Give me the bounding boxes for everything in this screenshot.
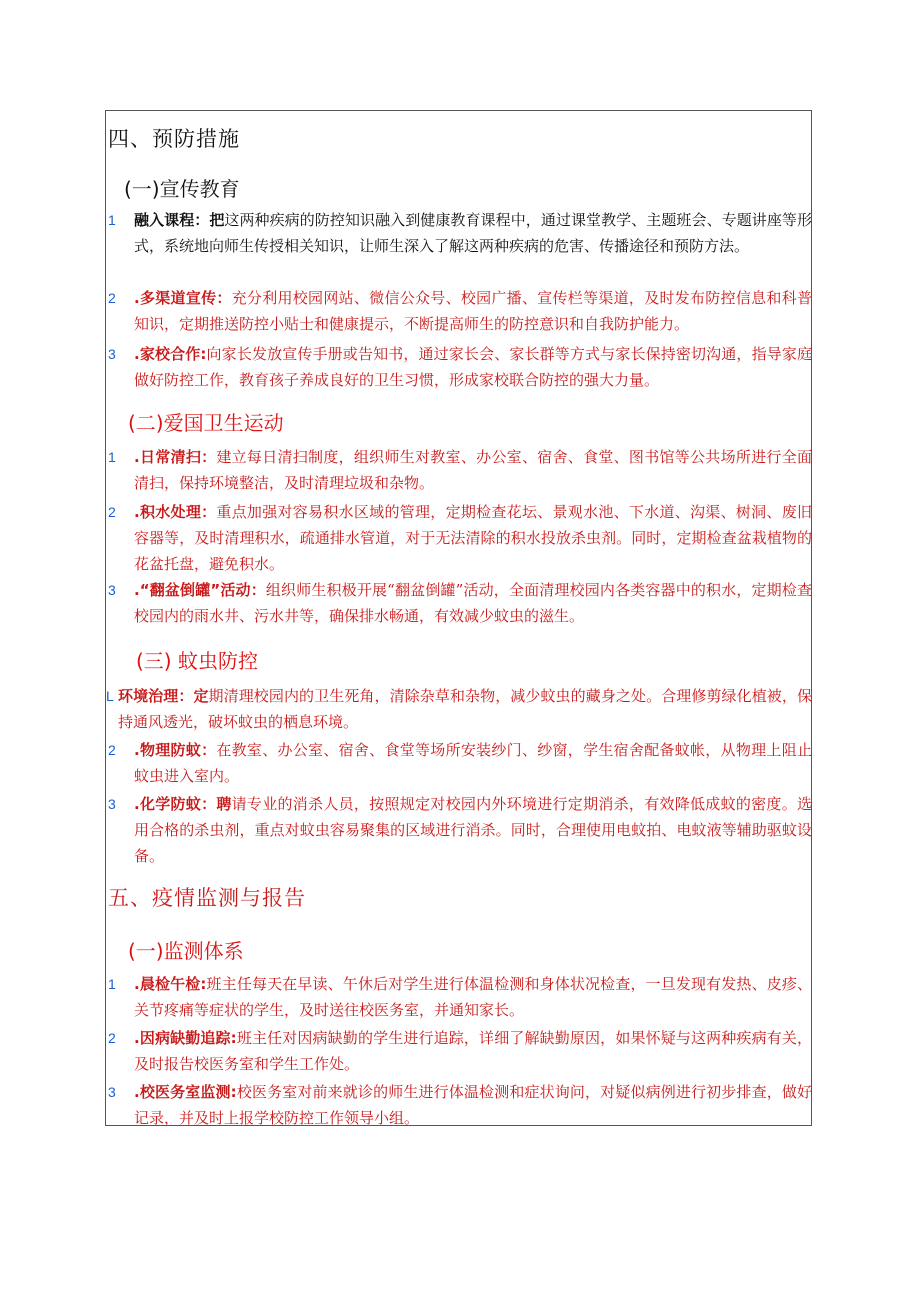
item-text: 班主任每天在早读、午休后对学生进行体温检测和身体状况检查，一旦发现有发热、皮疹、关节疼痛等症状的学生，及时送往校医务室，并通知家长。 <box>134 975 812 1019</box>
item-label: .日常清扫： <box>134 448 217 466</box>
item-body <box>134 791 812 869</box>
item-number: 2 <box>108 742 116 758</box>
item-label: .晨检午检: <box>134 975 207 993</box>
item-number: L <box>106 688 114 704</box>
item-number: 2 <box>108 1030 116 1046</box>
item-label: .校医务室监测: <box>134 1083 237 1101</box>
item-body <box>134 971 812 1023</box>
item-body <box>134 444 812 496</box>
item-body <box>134 737 812 789</box>
item-label: .积水处理： <box>134 503 217 521</box>
item-number: 2 <box>108 290 116 306</box>
item-label: .化学防蚊：聘 <box>134 795 232 813</box>
item-text: 请专业的消杀人员，按照规定对校园内外环境进行定期消杀，有效降低成蚊的密度。选用合格的杀虫剂，重点对蚊虫容易聚集的区域进行消杀。同时，合理使用电蚊拍、电蚊液等辅助驱蚊设备。 <box>134 795 812 865</box>
item-body <box>134 341 812 393</box>
item-number: 2 <box>108 504 116 520</box>
item-number: 3 <box>108 346 116 362</box>
item-label: .物理防蚊： <box>134 741 217 759</box>
item-body <box>134 207 812 259</box>
item-body <box>134 1025 812 1077</box>
item-text: 在教室、办公室、宿舍、食堂等场所安装纱门、纱窗，学生宿舍配备蚊帐，从物理上阻止蚊虫进入室内。 <box>134 741 812 785</box>
item-number: 3 <box>108 796 116 812</box>
section-heading: 四、预防措施 <box>108 127 240 151</box>
item-body <box>134 499 812 577</box>
section-heading: 五、疫情监测与报告 <box>108 886 306 910</box>
content-frame <box>105 110 812 1126</box>
item-number: 1 <box>108 976 116 992</box>
item-text: 重点加强对容易积水区域的管理，定期检查花坛、景观水池、下水道、沟渠、树洞、废旧容器等，及时清理积水，疏通排水管道，对于无法清除的积水投放杀虫剂。同时，定期检查盆栽植物的花盆托盘，避免积水。 <box>134 503 812 573</box>
item-body <box>134 285 812 337</box>
subsection-heading: (三) 蚊虫防控 <box>136 649 258 673</box>
item-text: 组织师生积极开展“翻盆倒罐”活动，全面清理校园内各类容器中的积水，定期检查校园内的雨水井、污水井等，确保排水畅通，有效减少蚊虫的滋生。 <box>134 581 813 625</box>
subsection-heading: (二)爱国卫生运动 <box>128 411 284 435</box>
item-body <box>134 577 812 629</box>
item-label: .“翻盆倒罐”活动： <box>134 581 266 599</box>
item-label: 环境治理：定 <box>118 687 209 705</box>
item-label: 融入课程：把 <box>134 211 225 229</box>
item-label: .家校合作: <box>134 345 207 363</box>
item-text: 校医务室对前来就诊的师生进行体温检测和症状询问，对疑似病例进行初步排查，做好记录，并及时上报学校防控工作领导小组。 <box>134 1083 812 1127</box>
item-number: 1 <box>108 449 116 465</box>
item-number: 3 <box>108 1084 116 1100</box>
subsection-heading: (一)监测体系 <box>128 939 244 963</box>
item-label: .多渠道宣传： <box>134 289 232 307</box>
subsection-heading: (一)宣传教育 <box>124 177 240 201</box>
item-number: 3 <box>108 582 116 598</box>
item-body <box>134 1079 812 1131</box>
item-text: 班主任对因病缺勤的学生进行追踪，详细了解缺勤原因，如果怀疑与这两种疾病有关，及时报告校医务室和学生工作处。 <box>134 1029 812 1073</box>
item-body <box>118 683 812 735</box>
item-text: 建立每日清扫制度，组织师生对教室、办公室、宿舍、食堂、图书馆等公共场所进行全面清扫，保持环境整洁，及时清理垃圾和杂物。 <box>134 448 812 492</box>
item-text: 期清理校园内的卫生死角，清除杂草和杂物，减少蚊虫的藏身之处。合理修剪绿化植被，保持通风透光，破坏蚊虫的栖息环境。 <box>118 687 812 731</box>
item-text: 向家长发放宣传手册或告知书，通过家长会、家长群等方式与家长保持密切沟通，指导家庭做好防控工作，教育孩子养成良好的卫生习惯，形成家校联合防控的强大力量。 <box>134 345 812 389</box>
item-label: .因病缺勤追踪: <box>134 1029 237 1047</box>
item-number: 1 <box>108 212 116 228</box>
item-text: 充分利用校园网站、微信公众号、校园广播、宣传栏等渠道，及时发布防控信息和科普知识，定期推送防控小贴士和健康提示，不断提高师生的防控意识和自我防护能力。 <box>134 289 812 333</box>
item-text: 这两种疾病的防控知识融入到健康教育课程中，通过课堂教学、主题班会、专题讲座等形式，系统地向师生传授相关知识，让师生深入了解这两种疾病的危害、传播途径和预防方法。 <box>134 211 812 255</box>
